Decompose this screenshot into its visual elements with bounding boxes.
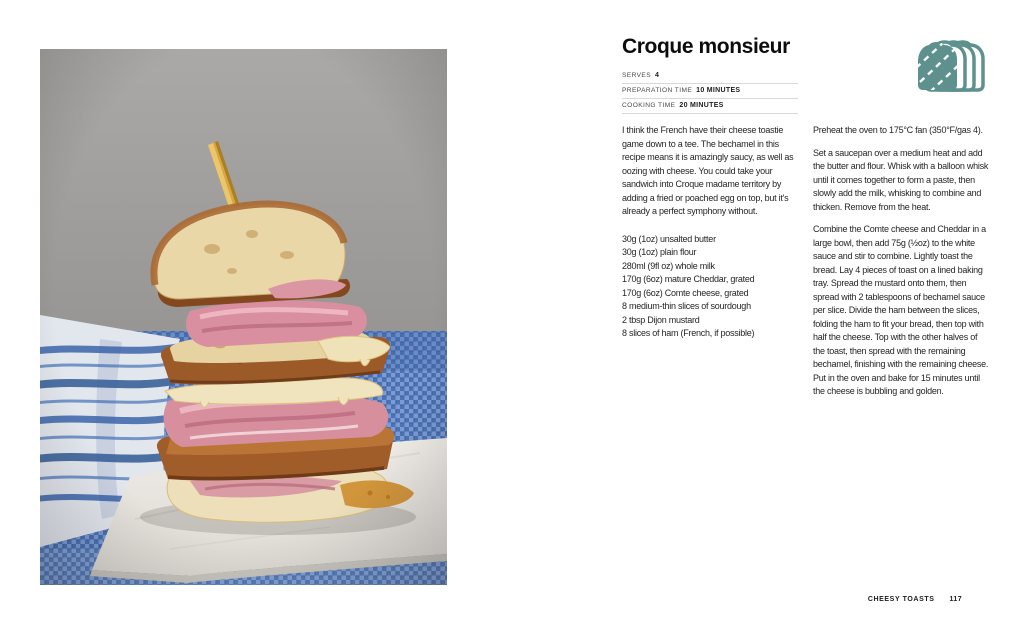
ingredient-item: 170g (6oz) Comte cheese, grated [622, 287, 749, 298]
ingredient-item: 280ml (9fl oz) whole milk [622, 260, 715, 271]
intro-ingredients-column [622, 124, 802, 341]
meta-value: 20 MINUTES [679, 102, 724, 109]
meta-row-prep-time [622, 84, 798, 99]
ingredients-list [622, 233, 802, 341]
recipe-title: Croque monsieur [622, 35, 790, 58]
meta-value: 4 [655, 72, 660, 79]
recipe-meta [622, 69, 798, 114]
recipe-photo [40, 49, 447, 585]
ingredient-item: 30g (1oz) plain flour [622, 247, 697, 257]
meta-label: PREPARATION TIME [622, 87, 693, 94]
recipe-intro: I think the French have their cheese toastie game down to a tee. The bechamel in this recipe means it is amazingly saucy, as well as oozing with cheese. You could take your sandwich into Croque madame territory by adding a fried or poached egg on top, but it's already a perfect symphony without. [622, 125, 794, 216]
page-number: 117 [949, 596, 962, 603]
method-step: Preheat the oven to 175°C fan (350°F/gas 4). [813, 125, 983, 135]
recipe-photo-art [40, 49, 447, 585]
chapter-name: CHEESY TOASTS [867, 596, 935, 603]
photo-vignette [40, 49, 447, 585]
ingredient-item: 8 medium-thin slices of sourdough [622, 301, 751, 311]
method-step: Combine the Comte cheese and Cheddar in a large bowl, then add 75g (½oz) to the white sauce and stir to combine. Lightly toast the bread. Lay 4 pieces of toast on a lined baking tray. Spread the mustard onto them, then spread with 2 tablespoons of bechamel sauce per slice. Divide the ham between the slices, folding the ham to fit your bread, then top with half the cheese. Top with the other halves of the toast, then spread with the remaining bechamel, finishing with the remaining cheese. Put in the oven and bake for 15 minutes until the cheese is bubbling and golden. [813, 224, 989, 396]
ingredient-item: 30g (1oz) unsalted butter [622, 233, 716, 244]
meta-label: SERVES [622, 72, 652, 79]
page-footer [868, 596, 962, 603]
meta-row-serves [622, 69, 798, 84]
meta-value: 10 MINUTES [696, 87, 741, 94]
meta-row-cook-time [622, 99, 798, 114]
ingredient-item: 170g (6oz) mature Cheddar, grated [622, 274, 755, 284]
meta-label: COOKING TIME [622, 102, 676, 109]
method-step: Set a saucepan over a medium heat and add the butter and flour. Whisk with a balloon whisk until it comes together to form a paste, then slowly add the milk, whisking to combine and thicken. Remove from the heat. [813, 147, 989, 212]
toast-stack-icon [914, 40, 990, 93]
ingredient-item: 2 tbsp Dijon mustard [622, 314, 700, 325]
ingredient-item: 8 slices of ham (French, if possible) [622, 328, 755, 338]
method-column [813, 124, 989, 408]
